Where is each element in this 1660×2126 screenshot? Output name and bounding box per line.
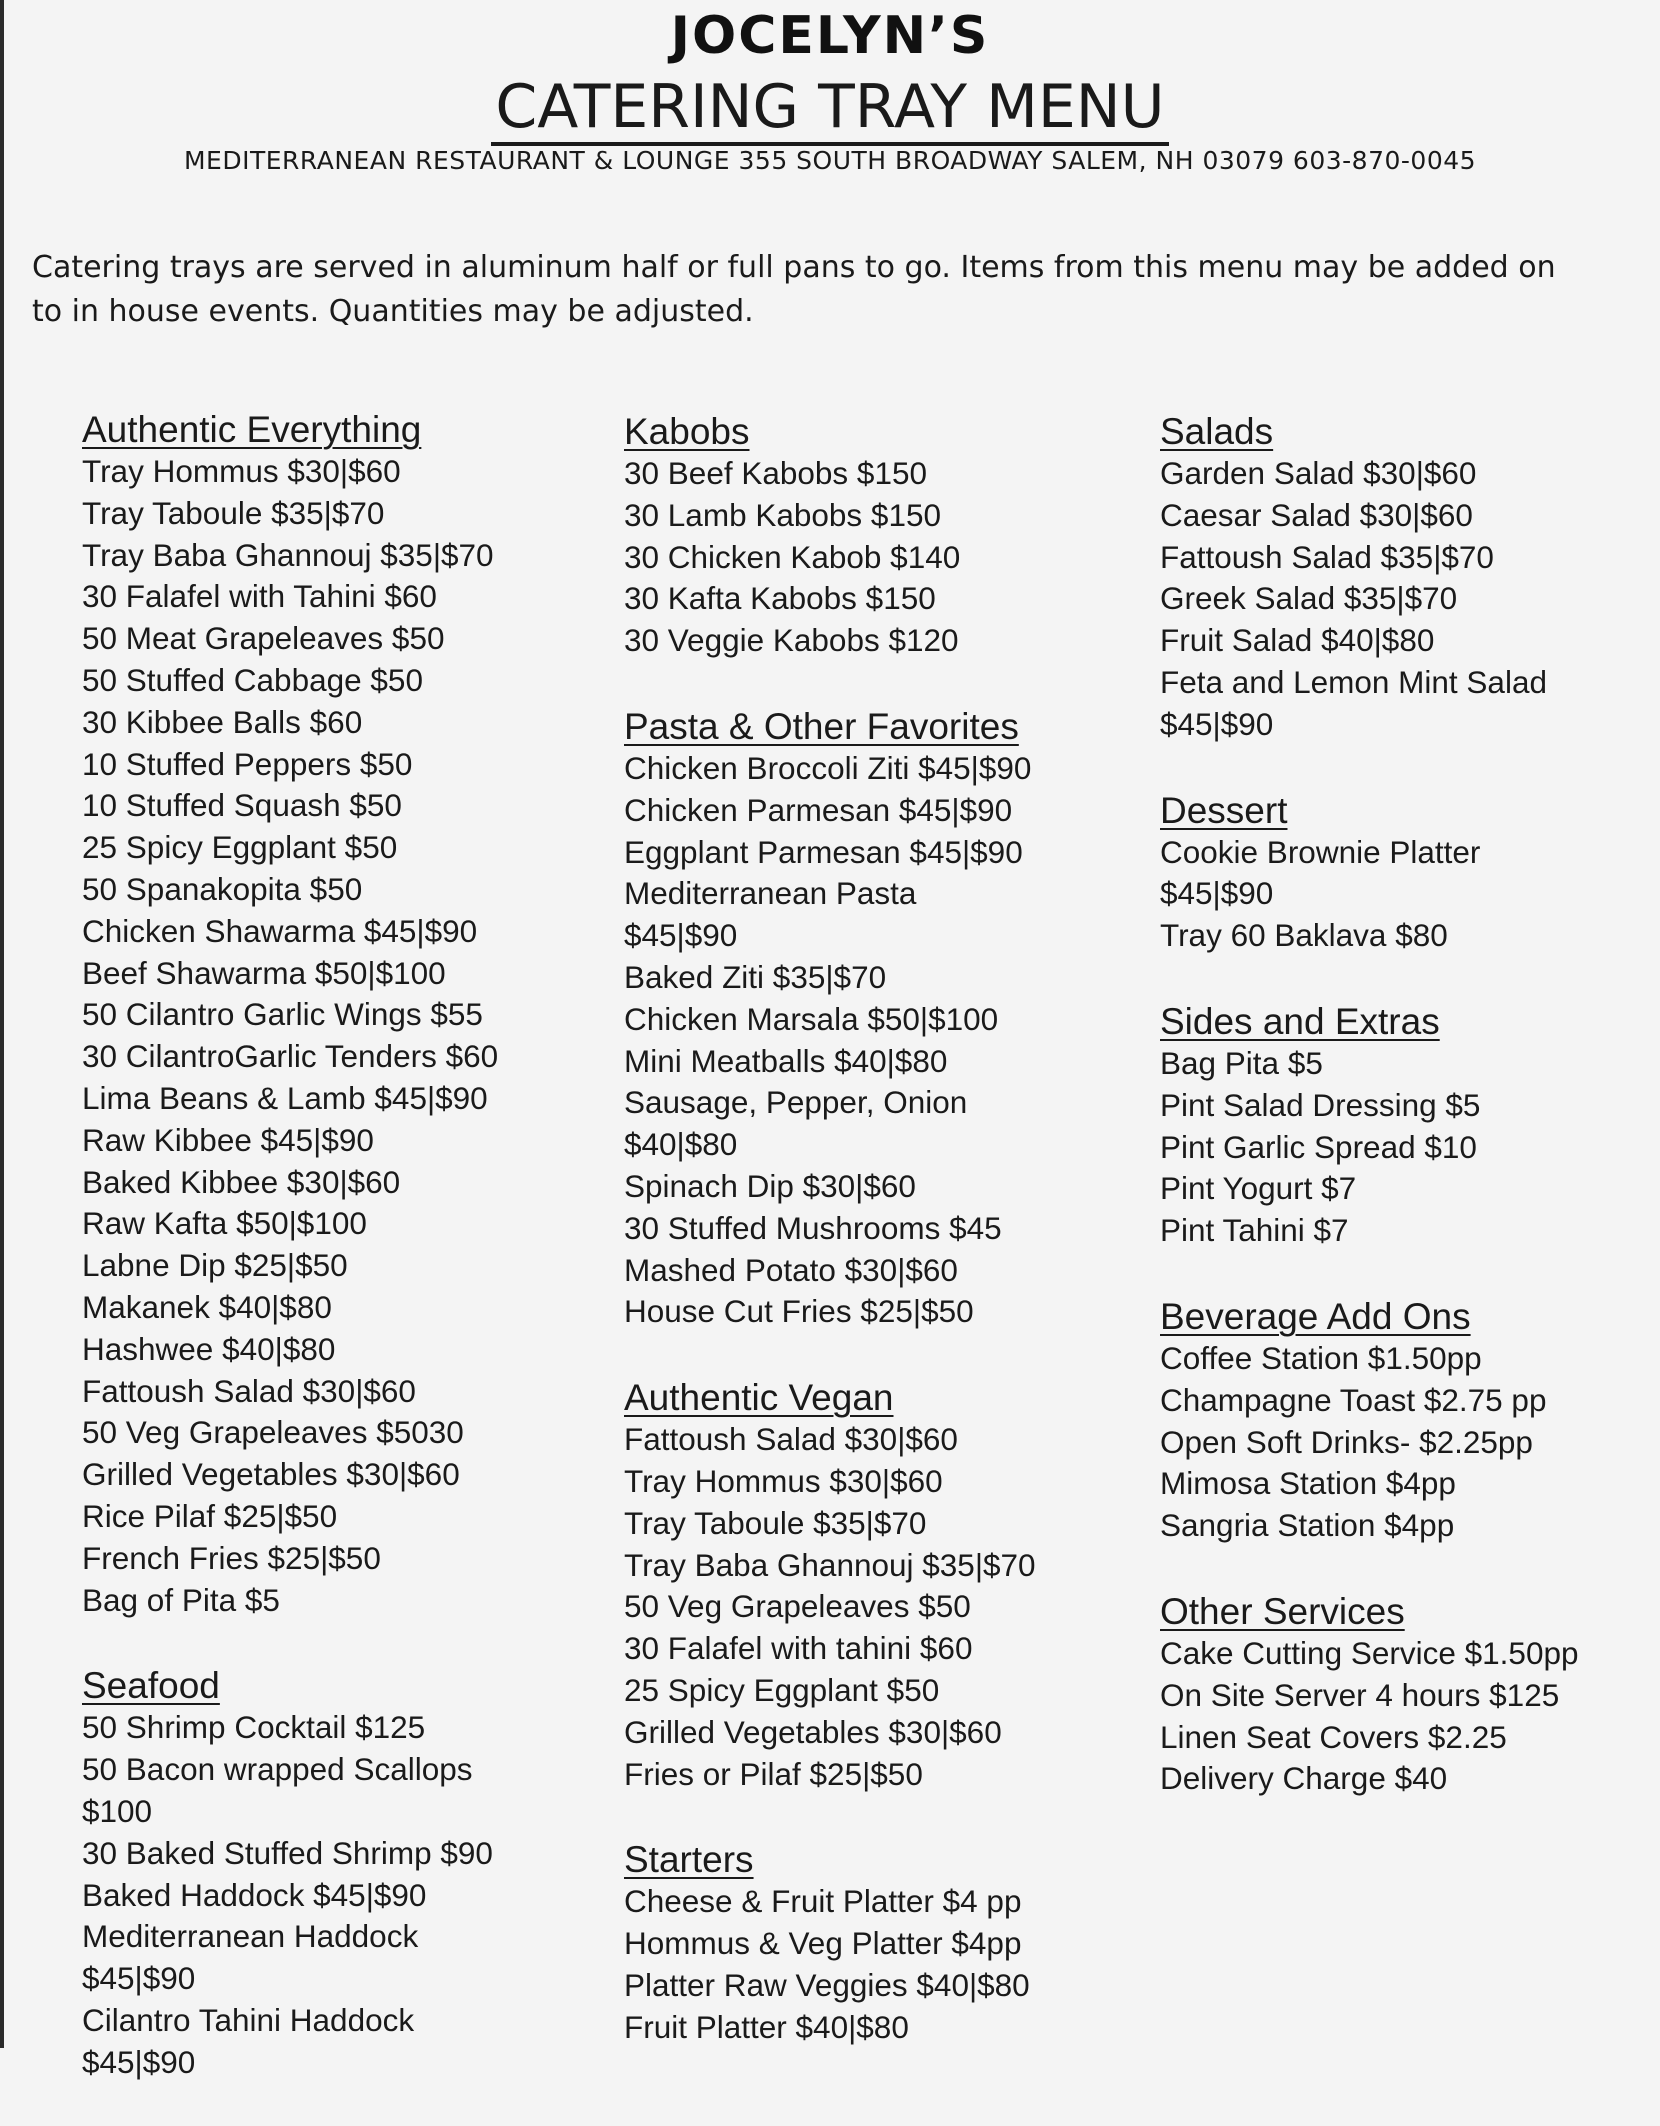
menu-item: 50 Cilantro Garlic Wings $55 [82, 996, 483, 1033]
menu-item: Raw Kafta $50|$100 [82, 1205, 367, 1242]
menu-item: Pint Yogurt $7 [1160, 1170, 1357, 1207]
menu-item: Fattoush Salad $30|$60 [624, 1421, 958, 1458]
section-title: Beverage Add Ons [1160, 1295, 1471, 1337]
menu-item: Mini Meatballs $40|$80 [624, 1042, 948, 1079]
section-title: Pasta & Other Favorites [624, 705, 1019, 747]
menu-column-2 [624, 410, 1124, 2092]
section-title: Seafood [82, 1665, 220, 1707]
menu-item: Fruit Salad $40|$80 [1160, 622, 1435, 659]
menu-item: Tray Taboule $35|$70 [624, 1504, 927, 1541]
menu-section [624, 1838, 1124, 2048]
menu-item: Raw Kibbee $45|$90 [82, 1121, 374, 1158]
page-edge [0, 0, 4, 2048]
menu-item: Fries or Pilaf $25|$50 [624, 1755, 923, 1792]
menu-item: Tray Hommus $30|$60 [82, 453, 401, 489]
menu-item: Chicken Broccoli Ziti $45|$90 [624, 749, 1032, 786]
menu-item: 30 Beef Kabobs $150 [624, 455, 928, 491]
menu-item: House Cut Fries $25|$50 [624, 1293, 974, 1330]
section-title: Other Services [1160, 1590, 1405, 1632]
menu-item: 50 Veg Grapeleaves $50 [624, 1588, 971, 1625]
menu-item: 25 Spicy Eggplant $50 [82, 829, 398, 866]
section-title: Salads [1160, 411, 1274, 452]
menu-section [624, 1376, 1124, 1795]
menu-item: $45|$90 [624, 917, 738, 954]
menu-item: Mediterranean Haddock [82, 1918, 419, 1955]
menu-item: 30 Kafta Kabobs $150 [624, 580, 936, 617]
menu-item: Platter Raw Veggies $40|$80 [624, 1966, 1030, 2003]
menu-item: Baked Kibbee $30|$60 [82, 1163, 401, 1200]
menu-item: Mimosa Station $4pp [1160, 1465, 1456, 1502]
menu-item: Chicken Parmesan $45|$90 [624, 791, 1013, 828]
menu-item: Spinach Dip $30|$60 [624, 1167, 916, 1204]
menu-item: 30 Falafel with tahini $60 [624, 1630, 973, 1667]
menu-item: 30 Kibbee Balls $60 [82, 703, 363, 740]
menu-item: $45|$90 [1160, 875, 1274, 912]
menu-item: 25 Spicy Eggplant $50 [624, 1671, 940, 1708]
menu-item: Pint Salad Dressing $5 [1160, 1086, 1481, 1123]
menu-item: On Site Server 4 hours $125 [1160, 1676, 1560, 1713]
menu-item: 30 Stuffed Mushrooms $45 [624, 1209, 1002, 1246]
menu-item: Pint Garlic Spread $10 [1160, 1128, 1477, 1165]
menu-item: Hommus & Veg Platter $4pp [624, 1925, 1022, 1962]
menu-section [624, 705, 1124, 1333]
menu-item: Delivery Charge $40 [1160, 1760, 1448, 1797]
menu-item: Mediterranean Pasta [624, 875, 917, 912]
menu-item: Fruit Platter $40|$80 [624, 2008, 909, 2045]
menu-item: Tray 60 Baklava $80 [1160, 917, 1448, 954]
menu-item: 50 Veg Grapeleaves $5030 [82, 1414, 464, 1451]
menu-item: Cheese & Fruit Platter $4 pp [624, 1883, 1022, 1920]
menu-section [1160, 410, 1660, 746]
menu-item: Fattoush Salad $35|$70 [1160, 538, 1494, 575]
menu-item: Mashed Potato $30|$60 [624, 1251, 958, 1288]
menu-item: 30 Veggie Kabobs $120 [624, 622, 959, 659]
menu-item: 10 Stuffed Squash $50 [82, 787, 402, 824]
menu-item: Chicken Marsala $50|$100 [624, 1000, 999, 1037]
menu-item: 10 Stuffed Peppers $50 [82, 745, 413, 782]
menu-item: Tray Hommus $30|$60 [624, 1462, 943, 1499]
menu-item: Makanek $40|$80 [82, 1288, 332, 1325]
restaurant-name: JOCELYN’S [670, 6, 990, 66]
menu-item: $45|$90 [82, 2043, 196, 2080]
menu-item: 30 CilantroGarlic Tenders $60 [82, 1038, 499, 1075]
menu-item: Greek Salad $35|$70 [1160, 580, 1458, 617]
menu-item: Champagne Toast $2.75 pp [1160, 1381, 1547, 1418]
menu-item: Pint Tahini $7 [1160, 1212, 1349, 1249]
section-title: Authentic Vegan [624, 1377, 894, 1419]
menu-item: Feta and Lemon Mint Salad [1160, 663, 1547, 700]
menu-title [0, 72, 1660, 146]
menu-item: Sausage, Pepper, Onion [624, 1084, 968, 1121]
menu-item: Grilled Vegetables $30|$60 [82, 1456, 460, 1493]
menu-item: Rice Pilaf $25|$50 [82, 1497, 338, 1534]
menu-item: Cilantro Tahini Haddock [82, 2001, 415, 2038]
intro-paragraph [32, 246, 1652, 334]
intro-line: Catering trays are served in aluminum half or full pans to go. Items from this menu may be added on [32, 250, 1556, 285]
intro-line: to in house events. Quantities may be adjusted. [32, 294, 754, 329]
menu-item: Tray Baba Ghannouj $35|$70 [82, 536, 494, 573]
menu-item: 30 Falafel with Tahini $60 [82, 578, 437, 615]
menu-item: 30 Lamb Kabobs $150 [624, 496, 941, 533]
menu-section [1160, 1000, 1660, 1252]
section-title: Dessert [1160, 789, 1288, 831]
section-title: Kabobs [624, 411, 750, 452]
menu-title-text: CATERING TRAY MENU [491, 74, 1168, 146]
menu-item: Eggplant Parmesan $45|$90 [624, 833, 1023, 870]
menu-item: 50 Meat Grapeleaves $50 [82, 620, 445, 657]
menu-item: Baked Haddock $45|$90 [82, 1876, 427, 1913]
menu-section [1160, 789, 1660, 957]
menu-item: Lima Beans & Lamb $45|$90 [82, 1079, 488, 1116]
menu-item: $45|$90 [82, 1960, 196, 1997]
menu-item: Tray Taboule $35|$70 [82, 494, 385, 531]
menu-item: Open Soft Drinks- $2.25pp [1160, 1423, 1533, 1460]
menu-item: $100 [82, 1792, 153, 1829]
menu-item: Hashwee $40|$80 [82, 1330, 336, 1367]
menu-section [82, 408, 582, 1621]
address-line: MEDITERRANEAN RESTAURANT & LOUNGE 355 SOUTH BROADWAY SALEM, NH 03079 603-870-0045 [183, 146, 1477, 175]
menu-item: Bag Pita $5 [1160, 1044, 1323, 1081]
menu-item: $40|$80 [624, 1126, 738, 1163]
menu-item: Coffee Station $1.50pp [1160, 1339, 1482, 1376]
menu-item: Fattoush Salad $30|$60 [82, 1372, 416, 1409]
section-title: Sides and Extras [1160, 1000, 1440, 1042]
menu-item: 50 Stuffed Cabbage $50 [82, 661, 423, 698]
menu-item: $45|$90 [1160, 705, 1274, 742]
menu-section [1160, 1590, 1660, 1800]
menu-item: 30 Chicken Kabob $140 [624, 538, 961, 575]
menu-item: Labne Dip $25|$50 [82, 1247, 348, 1284]
menu-item: Tray Baba Ghannouj $35|$70 [624, 1546, 1036, 1583]
section-title: Authentic Everything [82, 409, 422, 450]
menu-item: 50 Bacon wrapped Scallops [82, 1751, 473, 1788]
section-title: Starters [624, 1839, 754, 1881]
menu-item: 30 Baked Stuffed Shrimp $90 [82, 1834, 493, 1871]
menu-item: Caesar Salad $30|$60 [1160, 496, 1473, 533]
menu-item: Cookie Brownie Platter [1160, 833, 1481, 870]
menu-item: Baked Ziti $35|$70 [624, 958, 887, 995]
menu-column-3 [1160, 410, 1660, 1843]
menu-item: Linen Seat Covers $2.25 [1160, 1718, 1507, 1755]
menu-item: Grilled Vegetables $30|$60 [624, 1713, 1002, 1750]
menu-item: French Fries $25|$50 [82, 1539, 381, 1576]
menu-item: Cake Cutting Service $1.50pp [1160, 1634, 1579, 1671]
menu-item: Garden Salad $30|$60 [1160, 455, 1477, 491]
menu-section [624, 410, 1124, 662]
menu-section [82, 1664, 582, 2083]
menu-item: 50 Spanakopita $50 [82, 870, 363, 907]
menu-item: Chicken Shawarma $45|$90 [82, 912, 478, 949]
menu-item: Sangria Station $4pp [1160, 1507, 1455, 1544]
menu-item: 50 Shrimp Cocktail $125 [82, 1709, 426, 1746]
menu-section [1160, 1295, 1660, 1547]
menu-item: Bag of Pita $5 [82, 1581, 280, 1618]
menu-item: Beef Shawarma $50|$100 [82, 954, 446, 991]
menu-column-1 [82, 408, 582, 2126]
